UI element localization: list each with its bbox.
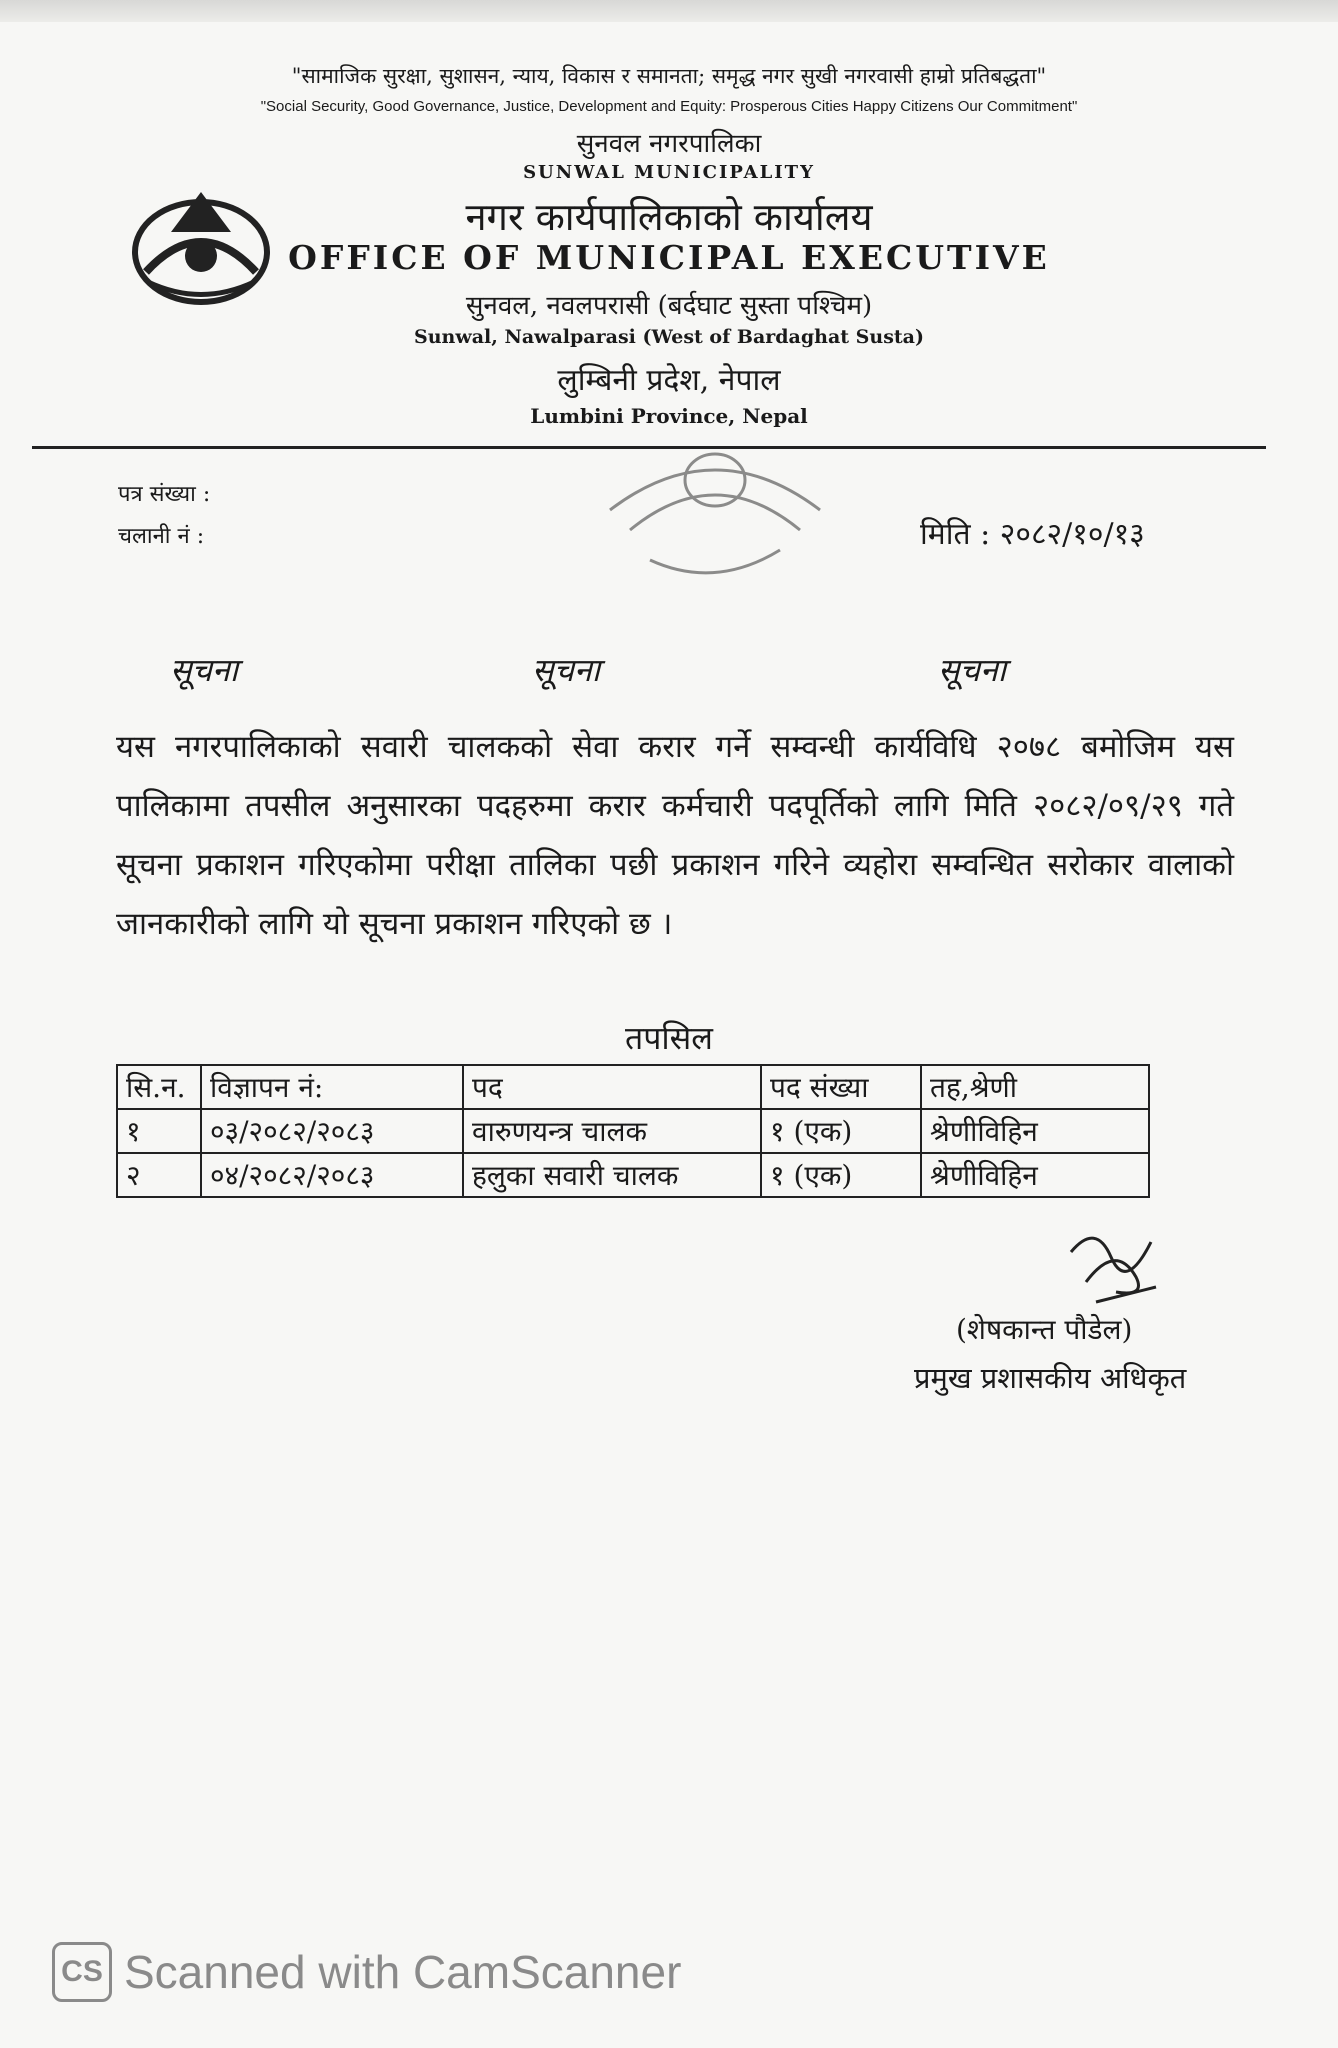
cell-post-count: १ (एक) <box>761 1153 921 1197</box>
notice-heading-1: सूचना <box>170 651 239 689</box>
office-name-english: OFFICE OF MUNICIPAL EXECUTIVE <box>288 238 1050 277</box>
header-post: पद <box>463 1065 761 1109</box>
address-nepali: सुनवल, नवलपरासी (बर्दघाट सुस्ता पश्चिम) <box>465 291 873 321</box>
motto-nepali: "सामाजिक सुरक्षा, सुशासन, न्याय, विकास र समानता; समृद्ध नगर सुखी नगरवासी हाम्रो प्रतिबद्धता" <box>291 64 1047 88</box>
cell-serial: २ <box>117 1153 201 1197</box>
header-ad-number: विज्ञापन नं: <box>201 1065 463 1109</box>
address-english: Sunwal, Nawalparasi (West of Bardaghat Susta) <box>414 326 924 348</box>
signatory-name: (शेषकान्त पौडेल) <box>956 1313 1133 1346</box>
cell-level: श्रेणीविहिन <box>921 1109 1149 1153</box>
cell-post: वारुणयन्त्र चालक <box>463 1109 761 1153</box>
header-post-count: पद संख्या <box>761 1065 921 1109</box>
header-level: तह,श्रेणी <box>921 1065 1149 1109</box>
dispatch-number-label: चलानी नं : <box>118 524 205 549</box>
province-nepali: लुम्बिनी प्रदेश, नेपाल <box>557 363 781 398</box>
camscanner-text: Scanned with CamScanner <box>124 1946 682 1998</box>
camscanner-logo-icon: CS <box>52 1942 112 2002</box>
municipality-name-nepali: सुनवल नगरपालिका <box>576 129 762 159</box>
cell-level: श्रेणीविहिन <box>921 1153 1149 1197</box>
notice-body: यस नगरपालिकाको सवारी चालकको सेवा करार गर्ने सम्वन्धी कार्यविधि २०७८ बमोजिम यस पालिकामा तपसील अनुसारका पदहरुमा करार कर्मचारी पदपूर्तिको लागि मिति २०८२/०९/२९ गते सूचना प्रकाशन गरिएकोमा परीक्षा तालिका पछी प्रकाशन गरिने व्यहोरा सम्वन्धित सरोकार वालाको जानकारीको लागि यो सूचना प्रकाशन गरिएको छ । <box>116 729 1234 942</box>
nepal-emblem-icon <box>126 172 276 312</box>
cell-ad-number: ०४/२०८२/२०८३ <box>201 1153 463 1197</box>
province-english: Lumbini Province, Nepal <box>530 404 808 428</box>
scan-edge <box>0 0 1338 22</box>
cell-post-count: १ (एक) <box>761 1109 921 1153</box>
table-header-row <box>117 1065 1149 1109</box>
letter-number-label: पत्र संख्या : <box>118 482 211 507</box>
camscanner-watermark <box>52 1942 681 2002</box>
cell-serial: १ <box>117 1109 201 1153</box>
issue-date: मिति : २०८२/१०/१३ <box>920 517 1145 552</box>
office-stamp-icon <box>590 440 840 600</box>
table-row <box>117 1153 1149 1197</box>
notice-heading-3: सूचना <box>938 651 1007 689</box>
signature-icon <box>1056 1222 1166 1312</box>
reference-numbers <box>118 474 210 558</box>
cell-post: हलुका सवारी चालक <box>463 1153 761 1197</box>
schedule-title: तपसिल <box>624 1019 714 1057</box>
cell-ad-number: ०३/२०८२/२०८३ <box>201 1109 463 1153</box>
motto-english: "Social Security, Good Governance, Justice, Development and Equity: Prosperous Cities Happy Citizens Our Commitment" <box>260 98 1078 115</box>
schedule-table <box>116 1064 1150 1198</box>
table-row <box>117 1109 1149 1153</box>
municipality-name-english: SUNWAL MUNICIPALITY <box>523 162 815 183</box>
header-serial: सि.न. <box>117 1065 201 1109</box>
notice-heading-2: सूचना <box>532 651 601 689</box>
office-name-nepali: नगर कार्यपालिकाको कार्यालय <box>465 195 873 239</box>
signatory-title: प्रमुख प्रशासकीय अधिकृत <box>914 1361 1187 1395</box>
